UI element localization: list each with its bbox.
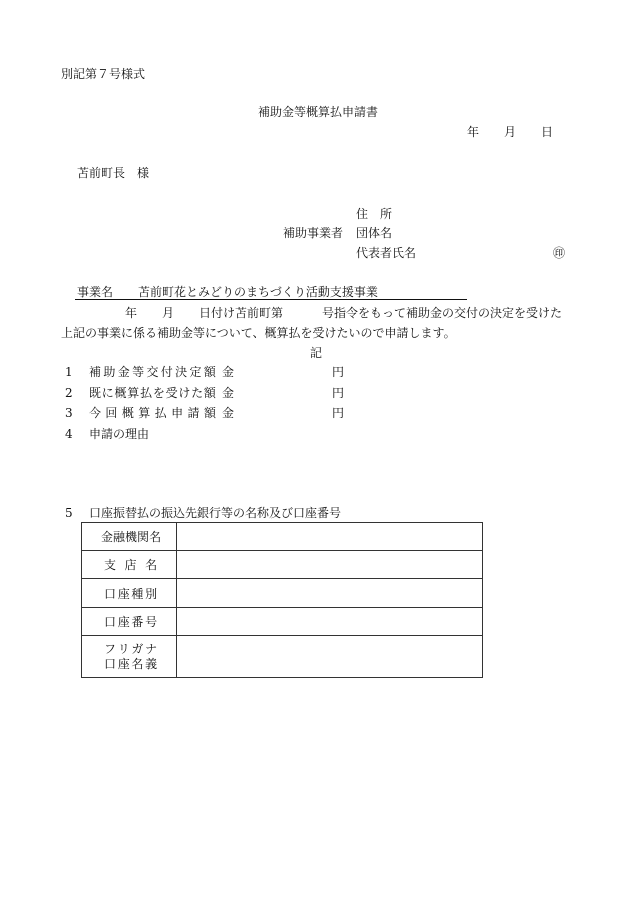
item-3-kin: 金 — [222, 406, 235, 420]
bank-name-label: 金 融 機 関 名 — [82, 523, 177, 551]
address-label: 住 所 — [356, 207, 393, 221]
addressee-name: 苫前町長 — [77, 166, 126, 180]
account-type-field[interactable] — [177, 579, 483, 608]
item-1-kin: 金 — [222, 365, 235, 379]
item-1-yen: 円 — [332, 365, 345, 379]
body-month-label: 月 — [162, 306, 175, 320]
table-row — [82, 523, 483, 551]
project-label: 事業名 — [77, 285, 114, 299]
page-title: 補助金等概算払申請書 — [258, 105, 379, 119]
item-3-label: 今 回 概 算 払 申 請 額 — [89, 406, 216, 420]
item-2-label: 既 に 概 算 払 を 受 け た 額 — [89, 386, 216, 400]
account-number-field[interactable] — [177, 608, 483, 636]
rep-label: 代表者氏名 — [356, 246, 417, 260]
seal-mark: ㊞ — [553, 246, 566, 260]
body-line2: 上記の事業に係る補助金等について、概算払を受けたいので申請します。 — [61, 326, 456, 340]
item-1-number: 1 — [65, 365, 73, 379]
date-month-label: 月 — [504, 125, 517, 139]
date-year-label: 年 — [467, 125, 480, 139]
holder-name-label: 口 座 名 義 — [104, 656, 158, 671]
item-2-yen: 円 — [332, 386, 345, 400]
project-name: 苫前町花とみどりのまちづくり活動支援事業 — [138, 285, 378, 299]
table-row — [82, 608, 483, 636]
ki-heading: 記 — [310, 346, 323, 360]
item-3-yen: 円 — [332, 406, 345, 420]
account-type-label: 口 座 種 別 — [82, 579, 177, 608]
table-row — [82, 636, 483, 678]
item-4-label: 申請の理由 — [89, 427, 150, 441]
body-ref-text: 日付け苫前町第 — [199, 306, 284, 320]
item-2-kin: 金 — [222, 386, 235, 400]
item-2-number: 2 — [65, 386, 73, 400]
account-number-label: 口 座 番 号 — [82, 608, 177, 636]
applicant-role: 補助事業者 — [283, 226, 344, 240]
furigana-label: フ リ ガ ナ — [104, 641, 158, 656]
item-3-number: 3 — [65, 406, 73, 420]
item-1-label: 補 助 金 等 交 付 決 定 額 — [89, 365, 216, 379]
addressee-honorific: 様 — [137, 166, 150, 180]
bank-name-field[interactable] — [177, 523, 483, 551]
body-year-label: 年 — [125, 306, 138, 320]
table-row — [82, 551, 483, 579]
bank-info-table — [81, 522, 483, 678]
date-day-label: 日 — [541, 125, 554, 139]
bank-section-title: 口座振替払の振込先銀行等の名称及び口座番号 — [89, 506, 342, 520]
org-label: 団体名 — [356, 226, 393, 240]
form-id: 別記第７号様式 — [61, 67, 146, 81]
bank-section-number: 5 — [65, 506, 73, 520]
branch-name-label: 支 店 名 — [82, 551, 177, 579]
account-holder-label — [82, 636, 177, 678]
item-4-number: 4 — [65, 427, 73, 441]
body-line1-rest: 号指令をもって補助金の交付の決定を受けた — [322, 306, 563, 320]
project-underline — [75, 299, 467, 300]
account-holder-field[interactable] — [177, 636, 483, 678]
branch-name-field[interactable] — [177, 551, 483, 579]
table-row — [82, 579, 483, 608]
